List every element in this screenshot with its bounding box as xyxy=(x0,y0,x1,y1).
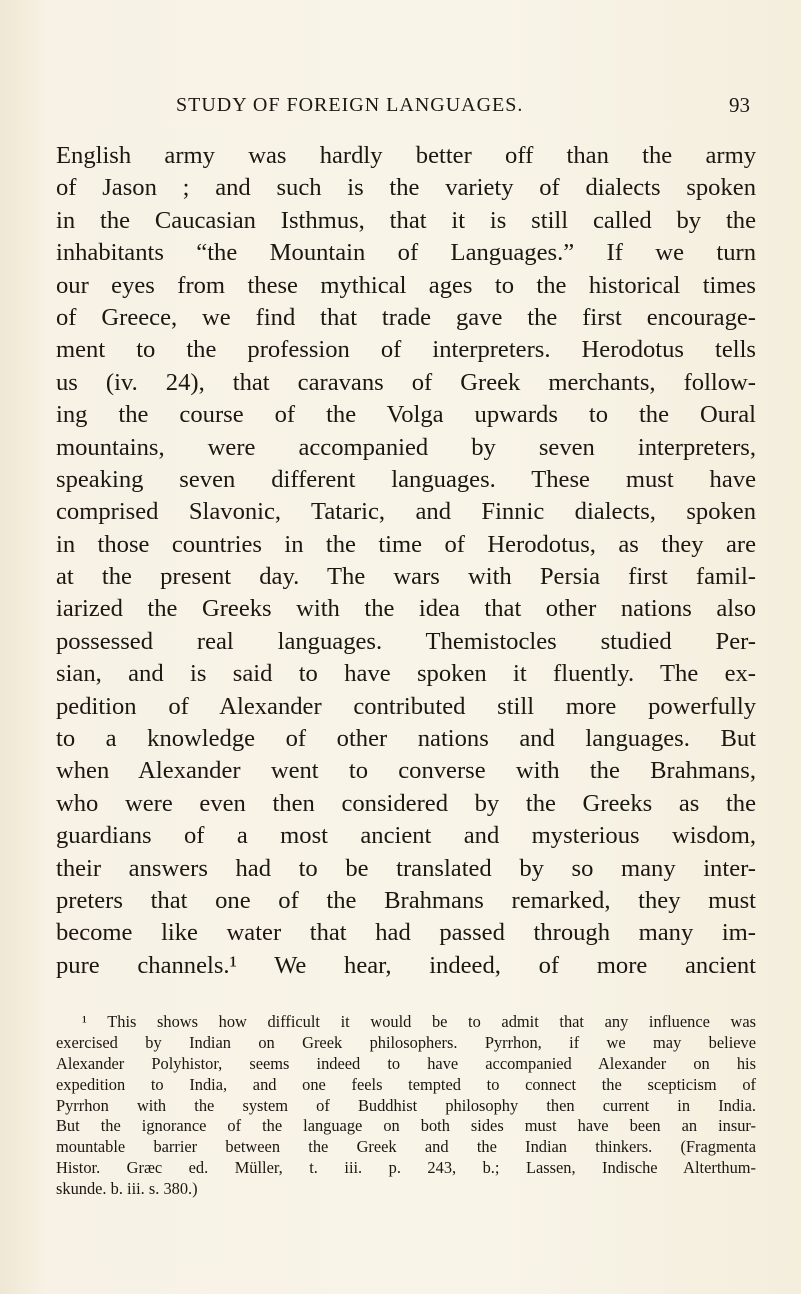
body-line: comprised Slavonic, Tataric, and Finnic dialects, spoken xyxy=(56,498,756,526)
body-line: us (iv. 24), that caravans of Greek merchants, follow- xyxy=(56,368,756,396)
body-line: inhabitants “the Mountain of Languages.” If we turn xyxy=(56,239,756,267)
body-line: pedition of Alexander contributed still more powerfully xyxy=(56,692,756,720)
body-line: ing the course of the Volga upwards to the Oural xyxy=(56,401,756,429)
body-text xyxy=(56,140,756,982)
body-line: in those countries in the time of Herodotus, as they are xyxy=(56,530,756,558)
body-line: at the present day. The wars with Persia first famil- xyxy=(56,563,756,591)
footnote-line: skunde. b. iii. s. 380.) xyxy=(56,1179,198,1199)
body-line: when Alexander went to converse with the Brahmans, xyxy=(56,757,756,785)
footnote-line: expedition to India, and one feels tempted to connect the scepticism of xyxy=(56,1074,756,1094)
body-line: possessed real languages. Themistocles studied Per- xyxy=(56,627,756,655)
footnote-line: Pyrrhon with the system of Buddhist philosophy then current in India. xyxy=(56,1095,756,1115)
body-line: their answers had to be translated by so many inter- xyxy=(56,854,756,882)
body-line: English army was hardly better off than the army xyxy=(56,142,756,169)
body-line: who were even then considered by the Greeks as the xyxy=(56,789,756,817)
body-line: become like water that had passed through many im- xyxy=(56,919,756,947)
body-line: of Greece, we find that trade gave the first encourage- xyxy=(56,303,756,331)
running-head xyxy=(56,92,756,118)
body-line: iarized the Greeks with the idea that other nations also xyxy=(56,595,756,623)
body-line: preters that one of the Brahmans remarked, they must xyxy=(56,886,756,914)
body-line: our eyes from these mythical ages to the historical times xyxy=(56,271,756,299)
body-line: pure channels.¹ We hear, indeed, of more ancient xyxy=(56,951,756,979)
footnote-line: mountable barrier between the Greek and the Indian thinkers. (Fragmenta xyxy=(56,1137,756,1157)
footnote xyxy=(56,1012,756,1200)
body-line: guardians of a most ancient and mysterious wisdom, xyxy=(56,822,756,850)
footnote-line: ¹ This shows how difficult it would be to admit that any influence was xyxy=(82,1012,756,1031)
page-number: 93 xyxy=(729,93,750,117)
footnote-line: But the ignorance of the language on both sides must have been an insur- xyxy=(56,1116,756,1136)
running-head-title: STUDY OF FOREIGN LANGUAGES. xyxy=(176,94,524,116)
body-line: speaking seven different languages. These must have xyxy=(56,465,756,493)
footnote-line: Alexander Polyhistor, seems indeed to have accompanied Alexander on his xyxy=(56,1053,756,1073)
body-line: to a knowledge of other nations and languages. But xyxy=(56,725,756,753)
body-line: in the Caucasian Isthmus, that it is still called by the xyxy=(56,206,756,234)
footnote-line: Histor. Græc ed. Müller, t. iii. p. 243, b.; Lassen, Indische Alterthum- xyxy=(56,1158,756,1178)
body-line: sian, and is said to have spoken it fluently. The ex- xyxy=(56,660,756,688)
body-line: mountains, were accompanied by seven interpreters, xyxy=(56,433,756,461)
body-line: of Jason ; and such is the variety of dialects spoken xyxy=(56,174,756,202)
body-line: ment to the profession of interpreters. Herodotus tells xyxy=(56,336,756,364)
footnote-line: exercised by Indian on Greek philosophers. Pyrrhon, if we may believe xyxy=(56,1032,756,1052)
